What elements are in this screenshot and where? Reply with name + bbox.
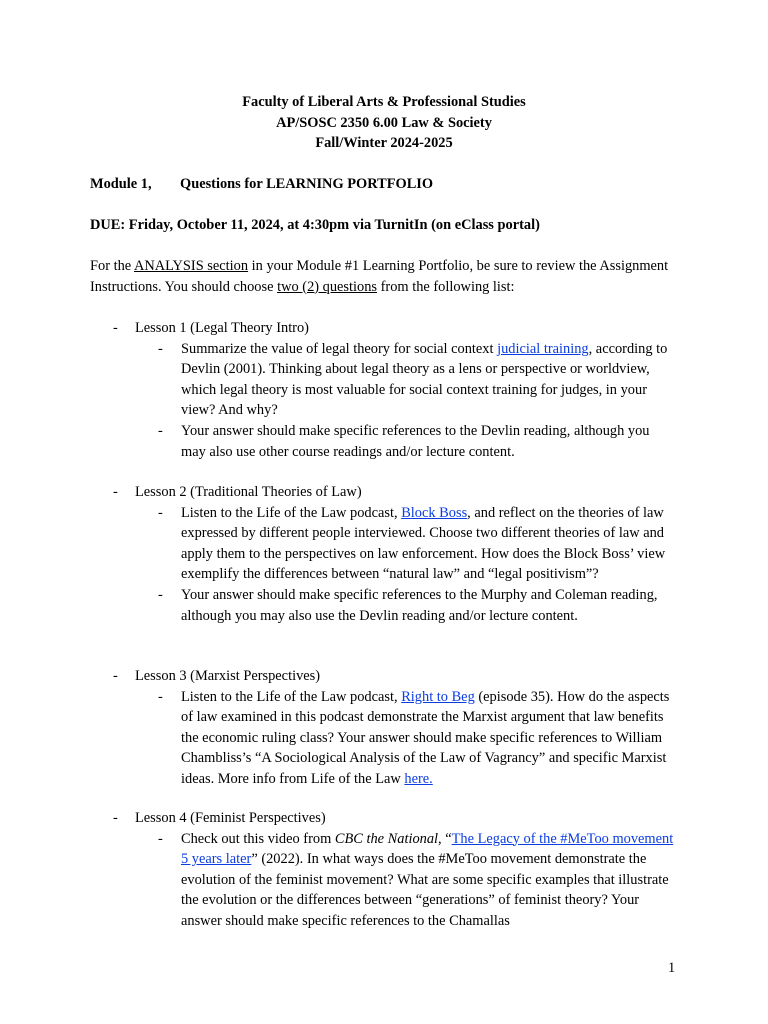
right-to-beg-link[interactable]: Right to Beg [401, 688, 475, 705]
question-text [181, 503, 676, 585]
analysis-section-underlined: ANALYSIS section [133, 258, 249, 274]
intro-text-2: in your Module #1 Learning Portfolio, be sure to review the Assignment Instructions. You should choose [90, 258, 669, 295]
bullet-dash: - [113, 484, 118, 500]
lesson-title: Lesson 4 (Feminist Perspectives) [135, 810, 326, 826]
question-text-part: , “ [438, 830, 452, 847]
question-text-part: , and reflect on the theories of law expressed by different people interviewed. Choose two different theories of law and apply them to the perspectives on law enforcement. How does the Block Boss’ view exemplify the differences between “natural law” and “legal positivism”? [181, 504, 666, 583]
document-header [0, 92, 768, 154]
question-item [158, 421, 683, 462]
bullet-dash: - [158, 830, 163, 847]
question-item [158, 503, 683, 585]
intro-text-3: from the following list: [377, 278, 515, 295]
lesson-3 [113, 666, 683, 790]
question-item [158, 339, 683, 421]
bullet-dash: - [158, 688, 163, 705]
question-text-part: ” (2022). In what ways does the #MeToo movement demonstrate the evolution of the feminist movement? What are some specific examples that illustrate the evolution or the differences between “generations” of feminist theory? Your answer should make specific references to the Chamallas [181, 851, 669, 929]
lesson-4 [113, 808, 683, 932]
two-questions-underlined: two (2) questions [277, 278, 378, 295]
question-text-part: Listen to the Life of the Law podcast, [181, 688, 402, 705]
bullet-dash: - [158, 422, 163, 439]
lesson-1 [113, 318, 683, 462]
bullet-dash: - [158, 586, 163, 603]
question-text-part: , according to Devlin (2001). Thinking about legal theory as a lens or perspective or worldview, which legal theory is most valuable for social context training for judges, in your view? And why? [181, 340, 668, 419]
question-text [181, 339, 676, 421]
lesson-title: Lesson 3 (Marxist Perspectives) [135, 668, 321, 684]
question-text-part: Summarize the value of legal theory for social context [181, 340, 498, 357]
module-label: Module 1, [90, 176, 152, 192]
due-date: DUE: Friday, October 11, 2024, at 4:30pm via TurnitIn (on eClass portal) [90, 217, 540, 233]
module-heading [90, 174, 433, 195]
question-item [158, 585, 683, 626]
lesson-title-row [113, 666, 683, 687]
bullet-dash: - [113, 668, 118, 684]
intro-paragraph [90, 256, 680, 297]
cbc-national-title: CBC the National [334, 830, 439, 847]
course-code: AP/SOSC 2350 6.00 Law & Society [276, 114, 492, 131]
question-text-part: Check out this video from [181, 830, 335, 847]
question-text [181, 687, 676, 790]
term: Fall/Winter 2024-2025 [315, 135, 453, 151]
page-number: 1 [668, 960, 676, 976]
faculty-name: Faculty of Liberal Arts & Professional Studies [242, 94, 526, 110]
question-text-part: Listen to the Life of the Law podcast, [181, 504, 402, 521]
bullet-dash: - [158, 504, 163, 521]
question-text: Your answer should make specific references to the Murphy and Coleman reading, although you may also use the Devlin reading and/or lecture content. [181, 586, 658, 624]
bullet-dash: - [113, 320, 118, 336]
question-text: Your answer should make specific references to the Devlin reading, although you may also use other course readings and/or lecture content. [181, 422, 650, 460]
bullet-dash: - [158, 340, 163, 357]
question-text [181, 829, 676, 932]
lesson-title-row [113, 808, 683, 829]
metoo-video-link[interactable]: The Legacy of the #MeToo movement 5 years later [181, 830, 674, 868]
intro-text-1: For the [90, 258, 134, 274]
block-boss-link[interactable]: Block Boss [401, 504, 468, 521]
question-item [158, 829, 683, 932]
judicial-training-link[interactable]: judicial training [497, 340, 589, 357]
here-link[interactable]: here. [404, 770, 433, 787]
question-item [158, 687, 683, 790]
question-text-part: (episode 35). How do the aspects of law examined in this podcast demonstrate the Marxist argument that law benefits the economic ruling class? Your answer should make specific references to William Chambliss’s “A Sociological Analysis of the Law of Vagrancy” and specific Marxist ideas. More info from Life of the Law [181, 688, 670, 787]
lesson-title: Lesson 2 (Traditional Theories of Law) [135, 484, 362, 500]
lesson-2 [113, 482, 683, 626]
lesson-title-row [113, 318, 683, 339]
bullet-dash: - [113, 810, 118, 826]
lesson-title: Lesson 1 (Legal Theory Intro) [135, 320, 309, 336]
lesson-title-row [113, 482, 683, 503]
module-title: Questions for LEARNING PORTFOLIO [180, 176, 434, 192]
